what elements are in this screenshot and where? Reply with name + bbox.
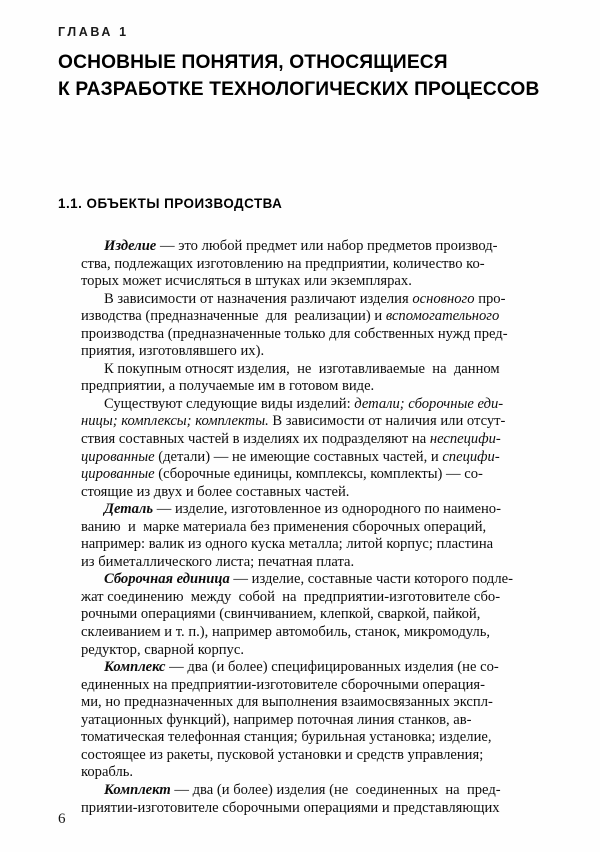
text-line: Существуют следующие виды изделий: детали; сборочные еди- [104,395,504,412]
paragraph-kompleks [58,659,546,782]
text-line: томатическая телефонная станция; бурильная установка; изделие, [81,729,492,746]
text-line: производства (предназначенные только для собственных нужд пред- [81,325,508,342]
text-line: цированные (детали) — не имеющие составных частей, и специфи- [81,448,500,465]
text-line: ства, подлежащих изготовлению на предприятии, количество ко- [81,255,485,272]
text-line: ствия составных частей в изделиях их подразделяют на неспецифи- [81,431,501,448]
text-line: склеиванием и т. п.), например автомобиль, станок, микромодуль, [81,624,491,641]
paragraph-detal [58,501,546,571]
text-line: редуктор, сварной корпус. [81,641,244,658]
text-line: например: валик из одного куска металла; литой корпус; пластина [81,536,494,553]
paragraph-izdelie [58,238,546,291]
paragraph-naznachenie [58,291,546,361]
body-text [58,238,546,817]
text-line: единенных на предприятии-изготовителе сборочными операция- [81,676,485,693]
section-heading: 1.1. ОБЪЕКТЫ ПРОИЗВОДСТВА [58,196,283,211]
text-line: ванию и марке материала без применения сборочных операций, [81,518,487,535]
paragraph-sborochnaya-edinica [58,571,546,659]
text-line: ницы; комплексы; комплекты. В зависимости от наличия или отсут- [81,413,506,430]
page-number: 6 [58,811,66,827]
chapter-title-line-2: К РАЗРАБОТКЕ ТЕХНОЛОГИЧЕСКИХ ПРОЦЕССОВ [58,79,540,100]
text-line: состоящее из ракеты, пусковой установки и средств управления; [81,746,484,763]
page-title [58,49,546,103]
text-line: К покупным относят изделия, не изготавливаемые на данном [104,360,500,377]
paragraph-vidy-izdeliy [58,396,546,501]
text-line: предприятии, а получаемые им в готовом виде. [81,378,375,395]
text-line: торых может исчисляться в штуках или экземплярах. [81,273,412,290]
paragraph-pokupnye [58,361,546,396]
text-line: Изделие — это любой предмет или набор предметов производ- [104,238,498,254]
text-line: приятии-изготовителе сборочными операциями и представляющих [81,799,500,816]
chapter-title-line-1: ОСНОВНЫЕ ПОНЯТИЯ, ОТНОСЯЩИЕСЯ [58,52,448,73]
text-line: Комплект — два (и более) изделия (не соединенных на пред- [104,781,501,798]
text-line: из биметаллического листа; печатная плата. [81,553,355,570]
text-line: Комплекс — два (и более) специфицированных изделия (не со- [104,659,499,676]
text-line: приятия, изготовлявшего их). [81,343,265,360]
text-line: Деталь — изделие, изготовленное из однородного по наимено- [104,501,501,518]
paragraph-komplekt [58,782,546,817]
text-line: уатационных функций), например поточная линия станков, ав- [81,711,472,728]
text-line: корабль. [81,764,134,781]
text-line: В зависимости от назначения различают изделия основного про- [104,290,506,307]
text-line: жат соединению между собой на предприятии-изготовителе сбо- [81,588,501,605]
chapter-label: ГЛАВА 1 [58,25,129,39]
page-content [58,0,546,817]
text-line: рочными операциями (свинчиванием, клепкой, сваркой, пайкой, [81,606,481,623]
text-line: ми, но предназначенных для выполнения взаимосвязанных экспл- [81,694,493,711]
text-line: Сборочная единица — изделие, составные части которого подле- [104,571,513,588]
text-line: цированные (сборочные единицы, комплексы, комплекты) — со- [81,466,483,483]
text-line: стоящие из двух и более составных частей. [81,483,350,500]
text-line: изводства (предназначенные для реализации) и вспомогательного [81,308,500,325]
